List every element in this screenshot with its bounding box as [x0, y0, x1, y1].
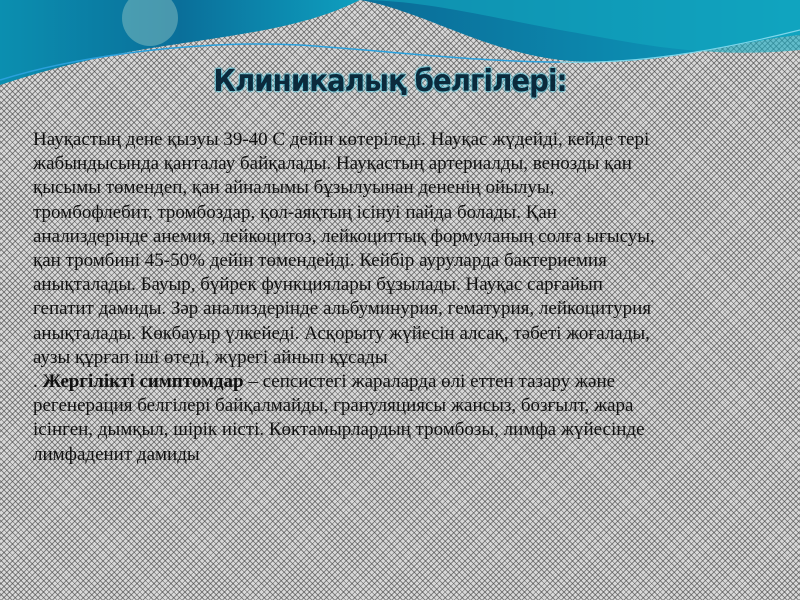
local-prefix: .: [33, 371, 43, 393]
text-line: қысымы төмендеп, қан айналымы бұзылуынан дененің ойылуы,: [33, 177, 555, 199]
text-line: анықталады. Көкбауыр үлкейеді. Асқорыту жүйесін алсақ, тәбеті жоғалады,: [33, 322, 650, 344]
text-line: Науқастың дене қызуы 39-40 С дейін көтеріледі. Науқас жүдейді, кейде тері: [33, 129, 650, 150]
slide-body: [33, 128, 793, 467]
text-line: регенерация белгілері байқалмайды, грануляциясы жансыз, бозғылт, жара: [33, 395, 634, 417]
text-line: ісінген, дымқыл, шірік иісті. Көктамырлардың тромбозы, лимфа жүйесінде: [33, 419, 645, 441]
text-line: анализдерінде анемия, лейкоцитоз, лейкоциттық формуланың солға ығысуы,: [33, 225, 655, 247]
text-line: қан тромбині 45-50% дейін төмендейді. Кейбір ауруларда бактериемия: [33, 250, 607, 272]
text-line: аузы құрғап іші өтеді, жүрегі айнып құсады: [33, 346, 388, 368]
text-line: жабындысында қанталау байқалады. Науқастың артериалды, венозды қан: [33, 153, 632, 175]
local-symptoms-text: – сепсистегі жараларда өлі еттен тазару және: [243, 371, 616, 393]
local-symptoms-line: [33, 370, 793, 394]
text-line: тромбофлебит, тромбоздар, қол-аяқтың ісінуі пайда болады. Қан: [33, 201, 557, 223]
text-line: лимфаденит дамиды: [33, 443, 200, 465]
local-symptoms-heading: Жергілікті симптомдар: [42, 371, 244, 393]
text-line: анықталады. Бауыр, бүйрек функциялары бұзылады. Науқас сарғайып: [33, 274, 603, 296]
slide-title: Клиникалық белгілері:: [213, 64, 567, 99]
text-line: гепатит дамиды. Зәр анализдерінде альбуминурия, гематурия, лейкоцитурия: [33, 298, 652, 320]
